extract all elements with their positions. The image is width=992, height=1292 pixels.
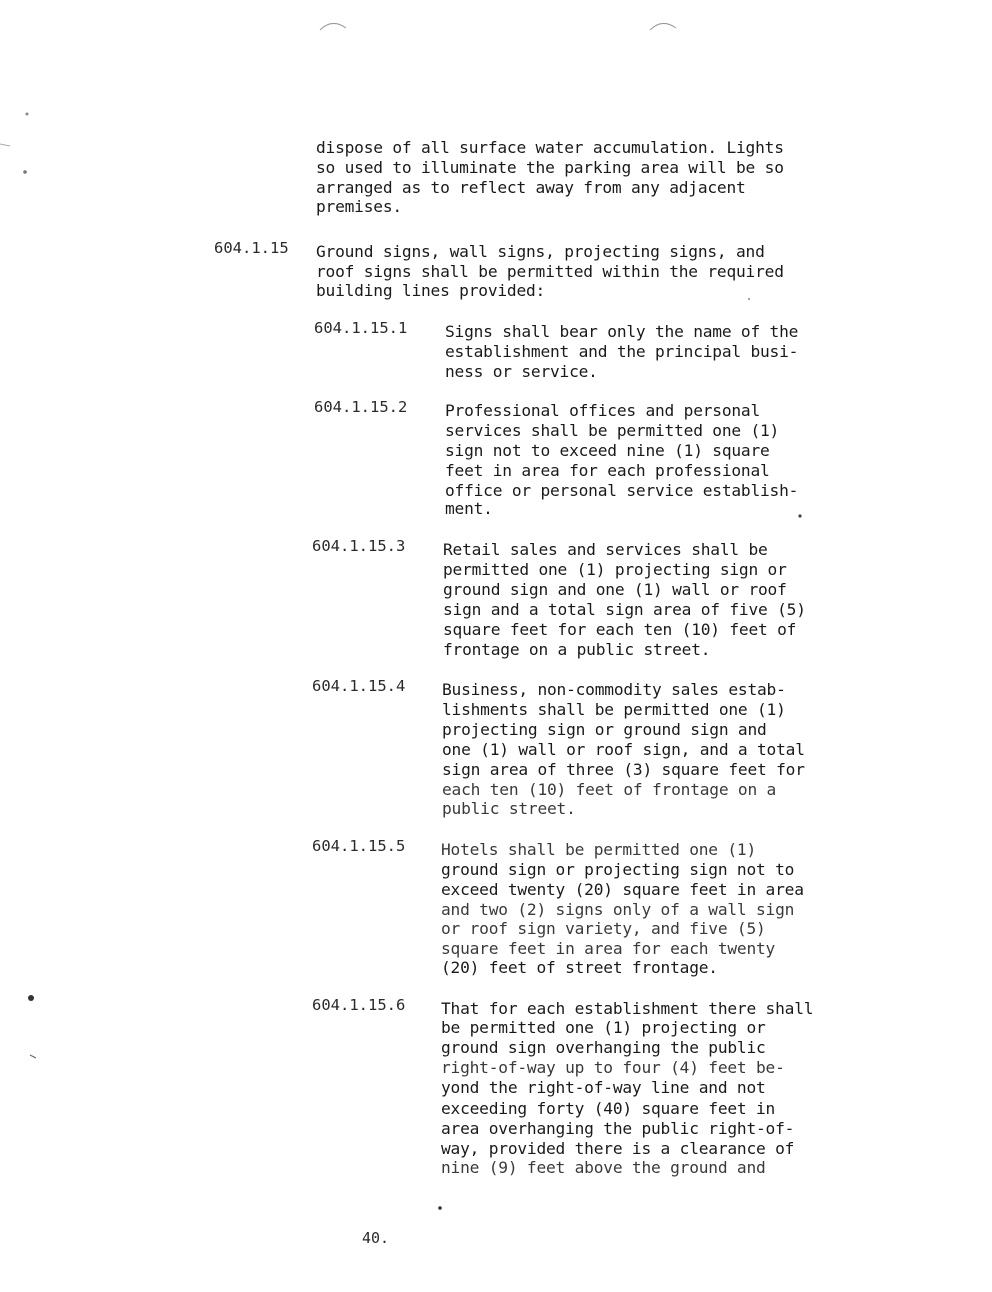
subsection-line: sign area of three (3) square feet for	[442, 760, 805, 779]
subsection-line: and two (2) signs only of a wall sign	[441, 900, 795, 919]
subsection-line: ment.	[445, 499, 493, 518]
subsection-line: each ten (10) feet of frontage on a	[442, 780, 777, 799]
subsection-line: sign not to exceed nine (1) square	[445, 441, 770, 460]
subsection-line: one (1) wall or roof sign, and a total	[442, 740, 805, 759]
subsection-number: 604.1.15.1	[314, 319, 408, 337]
subsection-line: office or personal service establish-	[445, 481, 799, 500]
intro-line: dispose of all surface water accumulation. Lights	[316, 138, 784, 157]
subsection-line: Hotels shall be permitted one (1)	[441, 840, 757, 859]
subsection-line: sign and a total sign area of five (5)	[443, 600, 806, 619]
scan-artifact-top-right	[648, 18, 678, 32]
subsection-line: establishment and the principal busi-	[445, 342, 799, 361]
page-number: 40.	[362, 1229, 390, 1247]
subsection-line: services shall be permitted one (1)	[445, 421, 780, 440]
subsection-line: projecting sign or ground sign and	[442, 720, 767, 739]
subsection-line: be permitted one (1) projecting or	[441, 1018, 766, 1037]
subsection-line: Signs shall bear only the name of the	[445, 322, 799, 341]
subsection-line: square feet for each ten (10) feet of	[443, 620, 797, 639]
subsection-line: right-of-way up to four (4) feet be-	[441, 1058, 785, 1077]
subsection-number: 604.1.15.2	[314, 398, 408, 416]
subsection-line: Retail sales and services shall be	[443, 540, 768, 559]
intro-line: so used to illuminate the parking area will be so	[316, 158, 784, 177]
intro-line: arranged as to reflect away from any adjacent	[316, 178, 746, 197]
intro-line: premises.	[316, 197, 402, 216]
subsection-line: or roof sign variety, and five (5)	[441, 919, 766, 938]
scan-artifact-dot-c	[436, 1204, 444, 1212]
section-number: 604.1.15	[214, 239, 289, 257]
subsection-line: way, provided there is a clearance of	[441, 1139, 795, 1158]
subsection-line: permitted one (1) projecting sign or	[443, 560, 787, 579]
subsection-line: feet in area for each professional	[445, 461, 770, 480]
subsection-line: (20) feet of street frontage.	[441, 958, 718, 977]
subsection-number: 604.1.15.3	[312, 537, 406, 555]
subsection-line: Professional offices and personal	[445, 401, 761, 420]
subsection-number: 604.1.15.5	[312, 837, 406, 855]
subsection-line: yond the right-of-way line and not	[441, 1078, 766, 1097]
subsection-line: ground sign or projecting sign not to	[441, 860, 795, 879]
subsection-line: Business, non-commodity sales estab-	[442, 680, 786, 699]
scan-artifact-left-margin	[0, 100, 40, 1060]
subsection-number: 604.1.15.6	[312, 996, 406, 1014]
section-line: building lines provided:	[316, 281, 546, 300]
scan-artifact-dot-b	[746, 296, 752, 302]
subsection-line: ground sign overhanging the public	[441, 1038, 766, 1057]
subsection-line: That for each establishment there shall	[441, 999, 814, 1018]
subsection-line: lishments shall be permitted one (1)	[442, 700, 786, 719]
scan-artifact-dot-a	[796, 512, 804, 520]
subsection-line: area overhanging the public right-of-	[441, 1119, 795, 1138]
subsection-line: exceed twenty (20) square feet in area	[441, 880, 804, 899]
subsection-line: ground sign and one (1) wall or roof	[443, 580, 787, 599]
subsection-line: frontage on a public street.	[443, 640, 711, 659]
section-line: Ground signs, wall signs, projecting signs, and	[316, 242, 765, 261]
subsection-line: ness or service.	[445, 362, 598, 381]
subsection-number: 604.1.15.4	[312, 677, 406, 695]
scan-artifact-top-left	[318, 18, 348, 32]
subsection-line: public street.	[442, 799, 576, 818]
subsection-line: square feet in area for each twenty	[441, 939, 776, 958]
subsection-line: exceeding forty (40) square feet in	[441, 1099, 776, 1118]
subsection-line: nine (9) feet above the ground and	[441, 1158, 766, 1177]
section-line: roof signs shall be permitted within the required	[316, 262, 784, 281]
